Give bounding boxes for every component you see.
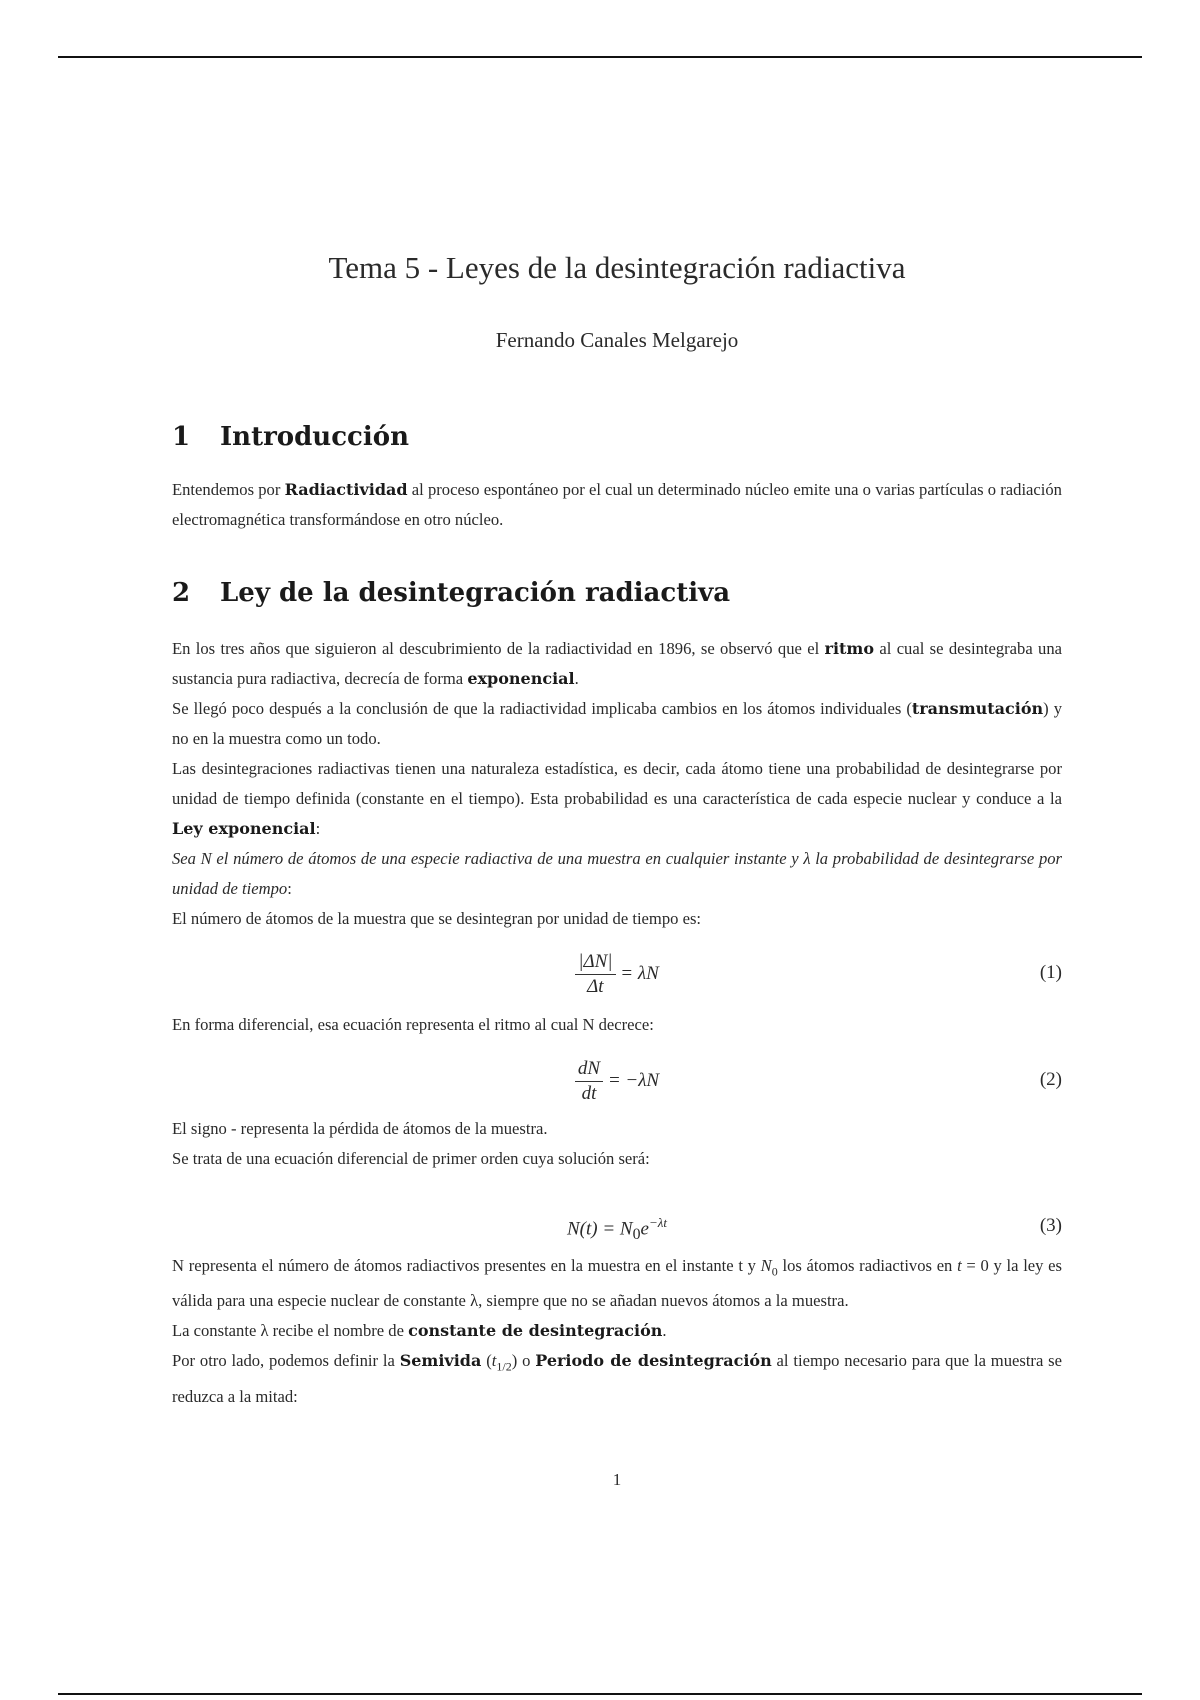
text-run: La constante λ recibe el nombre de (172, 1321, 409, 1341)
text-run: al tiempo necesario para que la muestra se reduzca a la mitad: (172, 1351, 1062, 1406)
fraction-numerator: |ΔN| (575, 950, 615, 975)
bold-term: Semivida (399, 1351, 482, 1371)
subscript: 1/2 (496, 1359, 512, 1374)
sentence-7: El signo - representa la pérdida de átomos de la muestra. (172, 1119, 548, 1138)
equation-1 (172, 950, 1062, 1000)
sentence-8: Se trata de una ecuación diferencial de primer orden cuya solución será: (172, 1149, 650, 1168)
equation-expression (172, 1057, 1062, 1106)
document-title: Tema 5 - Leyes de la desintegración radiactiva (328, 250, 906, 285)
fraction (575, 1057, 603, 1106)
top-rule (58, 56, 1142, 58)
text-run: al cual se desintegraba una sustancia pura radiactiva, decrecía de forma (172, 639, 1062, 688)
bold-term: transmutación (911, 699, 1044, 718)
intro-paragraph (172, 475, 1062, 535)
text-run: : (315, 819, 321, 838)
text-run: Entendemos por (172, 480, 285, 499)
bold-term: constante de desintegración (408, 1321, 663, 1341)
bold-term: ritmo (824, 639, 875, 658)
sentence-2 (172, 694, 1062, 754)
text-run: ) o (511, 1351, 536, 1371)
text-run: Por otro lado, podemos definir la (172, 1351, 400, 1371)
text-run: . (662, 1321, 667, 1341)
bold-term: exponencial (467, 669, 575, 688)
document-author: Fernando Canales Melgarejo (495, 328, 739, 352)
paragraph-sign (172, 1114, 1062, 1174)
sentence-11 (172, 1346, 1062, 1411)
sentence-4 (172, 844, 1062, 904)
section-number: 1 (172, 422, 191, 452)
sentence-9 (172, 1251, 1062, 1316)
section-heading-introduccion (172, 422, 409, 452)
text-run: ) y no en la muestra como un todo. (172, 699, 1062, 748)
text-run: En los tres años que siguieron al descubrimiento de la radiactividad en 1896, se observó que el (172, 639, 825, 658)
bold-term: Ley exponencial (172, 819, 316, 838)
equation-number: (3) (1039, 1215, 1062, 1236)
equation-expression (172, 950, 1062, 999)
paragraph-solution (172, 1251, 1062, 1412)
math-var: t (491, 1351, 497, 1371)
sentence-10 (172, 1316, 1062, 1346)
italic-run: Sea N el número de átomos de una especie radiactiva de una muestra en cualquier instante y λ la probabilidad de desintegrarse por unidad de tiempo (172, 849, 1062, 898)
equation-3 (172, 1207, 1062, 1257)
section-title: Introducción (220, 422, 409, 452)
equation-lhs: N(t) = N (567, 1218, 633, 1240)
fraction-denominator: Δt (587, 976, 604, 997)
bottom-rule (58, 1693, 1142, 1695)
equation-expression (172, 1215, 1062, 1244)
subscript: 0 (632, 1226, 641, 1244)
section-title: Ley de la desintegración radiactiva (220, 578, 731, 608)
equation-number: (2) (1039, 1069, 1062, 1090)
equation-number: (1) (1039, 962, 1062, 983)
section-number: 2 (172, 578, 191, 608)
exp-base: e (640, 1218, 649, 1240)
sentence-3 (172, 754, 1062, 844)
text-run: = 0 y la ley es válida para una especie nuclear de constante λ, siempre que no se añadan nuevos átomos a la muestra. (172, 1256, 1062, 1311)
page-number: 1 (612, 1470, 622, 1489)
math-var: N (760, 1256, 772, 1275)
section-heading-ley (172, 578, 730, 608)
text-run: N representa el número de átomos radiactivos presentes en la muestra en el instante t y (172, 1256, 761, 1275)
text-run: Las desintegraciones radiactivas tienen una naturaleza estadística, es decir, cada átomo tiene una probabilidad de desintegrarse por unidad de tiempo definida (constante en el tiempo). Esta probabilidad es una característica de cada especie nuclear y conduce a la (172, 759, 1062, 808)
equation-rhs: = −λN (603, 1069, 660, 1091)
bold-term: Radiactividad (284, 480, 408, 499)
sentence-5: El número de átomos de la muestra que se desintegran por unidad de tiempo es: (172, 909, 702, 928)
text-run: ( (481, 1351, 492, 1371)
fraction-denominator: dt (581, 1083, 597, 1104)
equation-rhs: = λN (615, 962, 659, 984)
bold-term: Periodo de desintegración (535, 1351, 772, 1371)
text-run: : (287, 879, 292, 898)
text-run: . (574, 669, 579, 688)
subscript: 0 (771, 1264, 778, 1279)
paragraph-differential (172, 1010, 1062, 1040)
fraction-numerator: dN (575, 1057, 603, 1082)
math-var: t (957, 1256, 962, 1275)
text-run: al proceso espontáneo por el cual un determinado núcleo emite una o varias partículas o radiación electromagnética transformándose en otro núcleo. (172, 480, 1062, 529)
sentence-6: En forma diferencial, esa ecuación representa el ritmo al cual N decrece: (172, 1015, 654, 1034)
ley-paragraph (172, 634, 1062, 934)
exponent: −λt (648, 1215, 667, 1230)
fraction (575, 950, 615, 999)
text-run: los átomos radiactivos en (777, 1256, 958, 1275)
sentence-1 (172, 634, 1062, 694)
text-run: Se llegó poco después a la conclusión de que la radiactividad implicaba cambios en los átomos individuales ( (172, 699, 912, 718)
equation-2 (172, 1057, 1062, 1107)
